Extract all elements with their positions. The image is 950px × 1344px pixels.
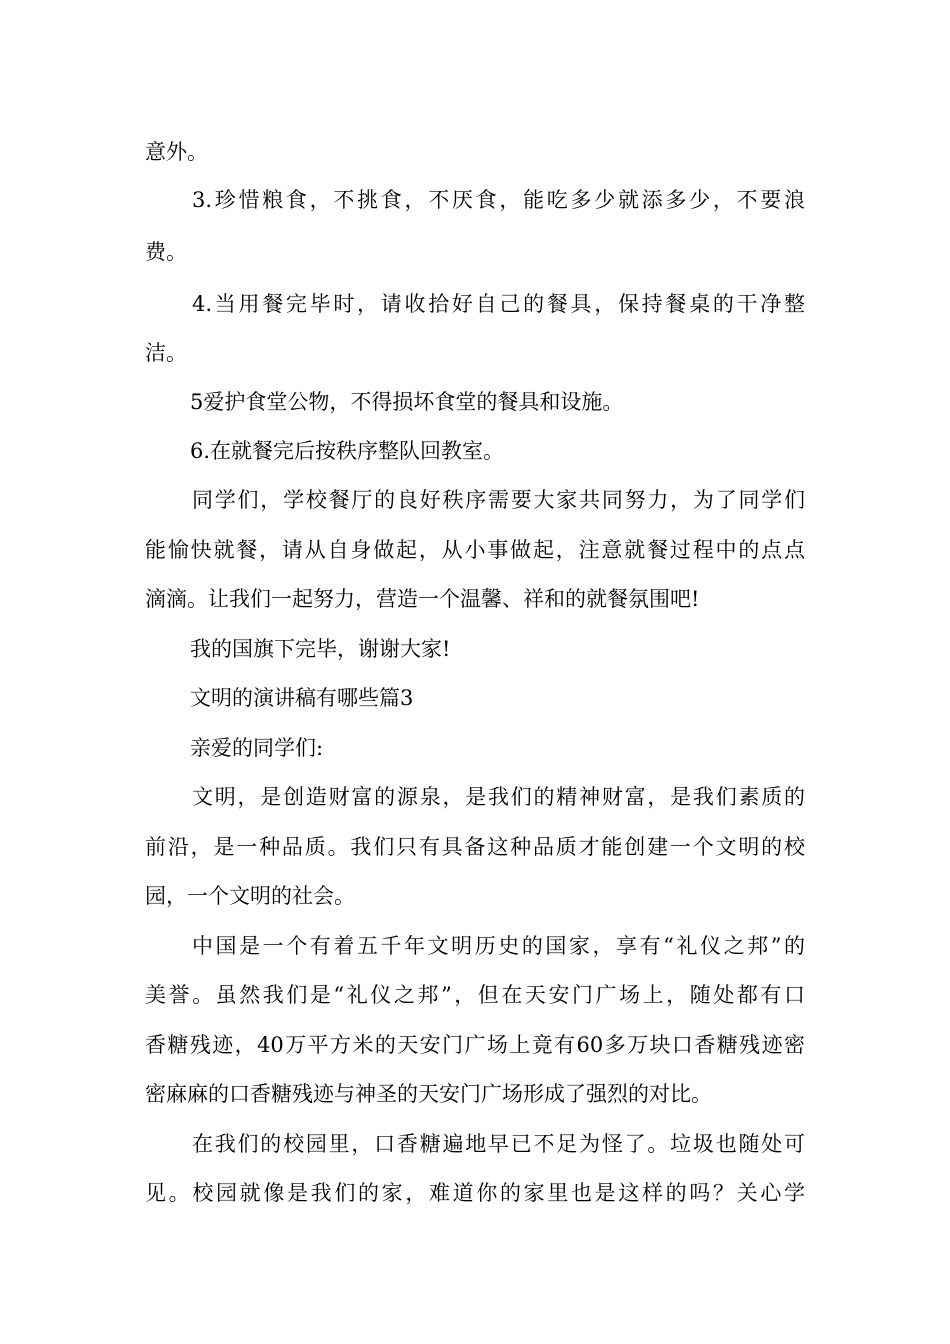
section-heading: 文明的演讲稿有哪些篇3 [190,686,414,710]
text-line: 美誉。虽然我们是“礼仪之邦”，但在天安门广场上，随处都有口 [145,983,805,1007]
text-line: 洁。 [145,341,187,365]
text-line: 见。校园就像是我们的家，难道你的家里也是这样的吗？关心学 [145,1181,805,1205]
text-line: 我的国旗下完毕，谢谢大家! [190,637,451,661]
salutation: 亲爱的同学们: [190,736,324,760]
text-line: 意外。 [145,140,208,164]
text-line: 4.当用餐完毕时，请收拾好自己的餐具，保持餐桌的干净整 [192,292,805,316]
text-line: 能愉快就餐，请从自身做起，从小事做起，注意就餐过程中的点点 [145,538,805,562]
text-line: 同学们，学校餐厅的良好秩序需要大家共同努力，为了同学们 [192,488,805,512]
text-line: 中国是一个有着五千年文明历史的国家，享有“礼仪之邦”的 [192,934,805,958]
text-line: 密麻麻的口香糖残迹与神圣的天安门广场形成了强烈的对比。 [145,1082,712,1106]
text-line: 3.珍惜粮食，不挑食，不厌食，能吃多少就添多少，不要浪 [192,188,805,212]
text-line: 文明，是创造财富的源泉，是我们的精神财富，是我们素质的 [192,785,805,809]
text-line: 费。 [145,240,187,264]
text-line: 在我们的校园里，口香糖遍地早已不足为怪了。垃圾也随处可 [192,1132,805,1156]
text-line: 香糖残迹，40万平方米的天安门广场上竟有60多万块口香糖残迹密 [145,1033,805,1057]
text-line: 滴滴。让我们一起努力，营造一个温馨、祥和的就餐氛围吧! [145,587,700,611]
text-line: 园，一个文明的社会。 [145,884,355,908]
text-line: 前沿，是一种品质。我们只有具备这种品质才能创建一个文明的校 [145,835,805,859]
text-line: 5爱护食堂公物，不得损坏食堂的餐具和设施。 [190,390,624,414]
text-line: 6.在就餐完后按秩序整队回教室。 [190,439,505,463]
